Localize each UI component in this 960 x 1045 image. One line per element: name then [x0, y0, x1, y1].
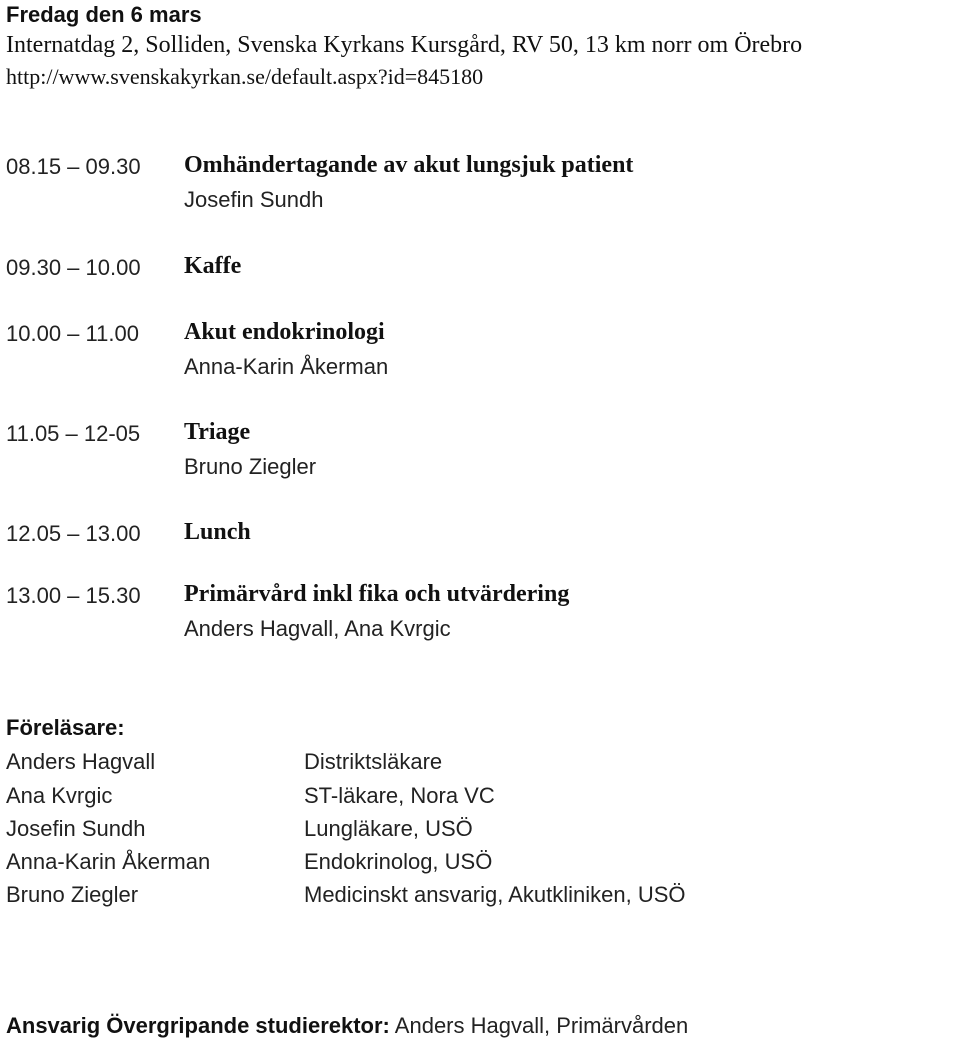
lecturer-name: Bruno Ziegler — [6, 882, 139, 907]
lecturer-role: ST-läkare, Nora VC — [304, 783, 495, 808]
lecturer-role: Medicinskt ansvarig, Akutkliniken, USÖ — [304, 882, 686, 907]
responsible-line — [6, 1013, 688, 1039]
lecturers-heading: Föreläsare: — [6, 715, 125, 740]
schedule-topic: Kaffe — [184, 253, 242, 279]
schedule-topic: Primärvård inkl fika och utvärdering — [184, 581, 570, 607]
schedule-time: 13.00 – 15.30 — [6, 583, 141, 608]
lecturer-name: Josefin Sundh — [6, 816, 146, 841]
schedule-topic: Lunch — [184, 519, 251, 545]
schedule-time: 08.15 – 09.30 — [6, 154, 141, 179]
lecturer-name: Anders Hagvall — [6, 749, 156, 774]
location-line: Internatdag 2, Solliden, Svenska Kyrkans Kursgård, RV 50, 13 km norr om Örebro — [6, 32, 803, 58]
lecturer-name: Ana Kvrgic — [6, 783, 113, 808]
schedule-speaker: Bruno Ziegler — [184, 454, 317, 479]
responsible-label: Ansvarig Övergripande studierektor: — [6, 1013, 390, 1038]
schedule-time: 10.00 – 11.00 — [6, 321, 139, 346]
lecturer-role: Endokrinolog, USÖ — [304, 849, 493, 874]
schedule-time: 11.05 – 12-05 — [6, 421, 141, 446]
schedule-speaker: Anders Hagvall, Ana Kvrgic — [184, 616, 451, 641]
lecturer-role: Distriktsläkare — [304, 749, 443, 774]
schedule-speaker: Josefin Sundh — [184, 187, 324, 212]
page-title: Fredag den 6 mars — [6, 2, 202, 27]
responsible-value: Anders Hagvall, Primärvården — [394, 1013, 689, 1038]
schedule-time: 09.30 – 10.00 — [6, 255, 141, 280]
lecturer-role: Lungläkare, USÖ — [304, 816, 473, 841]
url-link[interactable]: http://www.svenskakyrkan.se/default.aspx?id=845180 — [6, 64, 484, 89]
lecturer-name: Anna-Karin Åkerman — [6, 849, 211, 874]
schedule-speaker: Anna-Karin Åkerman — [184, 354, 389, 379]
schedule-time: 12.05 – 13.00 — [6, 521, 141, 546]
schedule-topic: Omhändertagande av akut lungsjuk patient — [184, 152, 634, 178]
schedule-topic: Triage — [184, 419, 251, 445]
schedule-topic: Akut endokrinologi — [184, 319, 385, 345]
